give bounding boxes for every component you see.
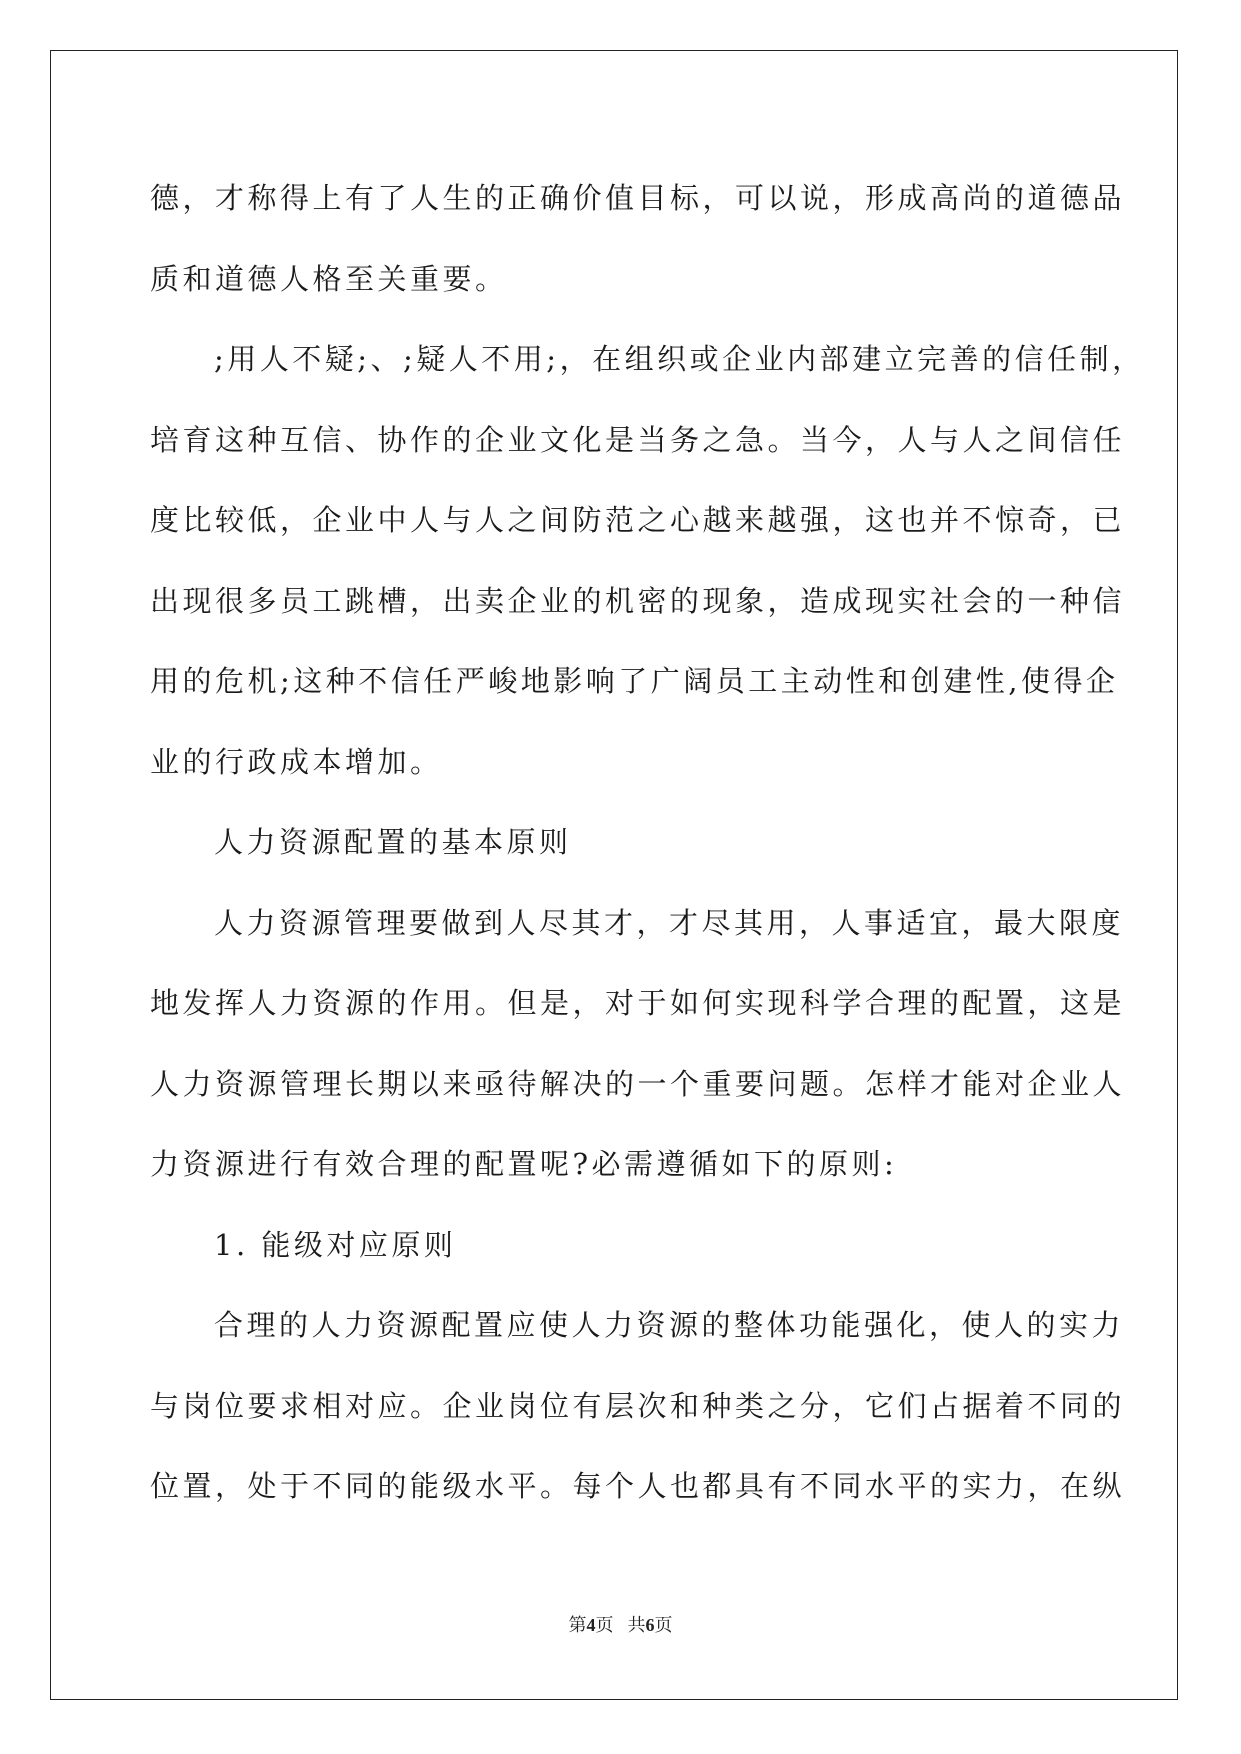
text-line: 位置，处于不同的能级水平。每个人也都具有不同水平的实力，在纵 [150,1469,1126,1503]
text-line: ;用人不疑;、;疑人不用;，在组织或企业内部建立完善的信任制， [214,342,1145,376]
text-line: 度比较低，企业中人与人之间防范之心越来越强，这也并不惊奇，已 [150,503,1126,537]
page-footer [0,1611,1241,1637]
text-line: 出现很多员工跳槽，出卖企业的机密的现象，造成现实社会的一种信 [150,583,1126,618]
footer-total-suffix: 页 [654,1615,673,1635]
text-line: 1. 能级对应原则 [214,1227,457,1262]
text-line: 用的危机;这种不信任严峻地影响了广阔员工主动性和创建性,使得企 [150,664,1119,698]
current-page-number: 4 [586,1615,596,1635]
text-line: 与岗位要求相对应。企业岗位有层次和种类之分，它们占据着不同的 [150,1388,1126,1423]
footer-page-word: 页 [595,1615,614,1635]
text-line: 人力资源管理要做到人尽其才，才尽其用，人事适宜，最大限度 [214,905,1125,940]
text-line: 合理的人力资源配置应使人力资源的整体功能强化，使人的实力 [214,1308,1125,1342]
text-line: 力资源进行有效合理的配置呢?必需遵循如下的原则: [150,1147,898,1181]
text-line: 人力资源配置的基本原则 [214,825,572,859]
footer-total-prefix: 共 [627,1615,646,1635]
total-page-count: 6 [645,1615,655,1635]
text-line: 德，才称得上有了人生的正确价值目标，可以说，形成高尚的道德品 [150,181,1126,215]
text-line: 人力资源管理长期以来亟待解决的一个重要问题。怎样才能对企业人 [150,1066,1126,1101]
text-line: 业的行政成本增加。 [150,744,443,779]
text-line: 培育这种互信、协作的企业文化是当务之急。当今，人与人之间信任 [150,422,1126,457]
footer-prefix: 第 [568,1615,587,1635]
document-body [150,158,1145,1527]
text-line: 地发挥人力资源的作用。但是，对于如何实现科学合理的配置，这是 [150,986,1126,1020]
text-line: 质和道德人格至关重要。 [150,261,508,296]
